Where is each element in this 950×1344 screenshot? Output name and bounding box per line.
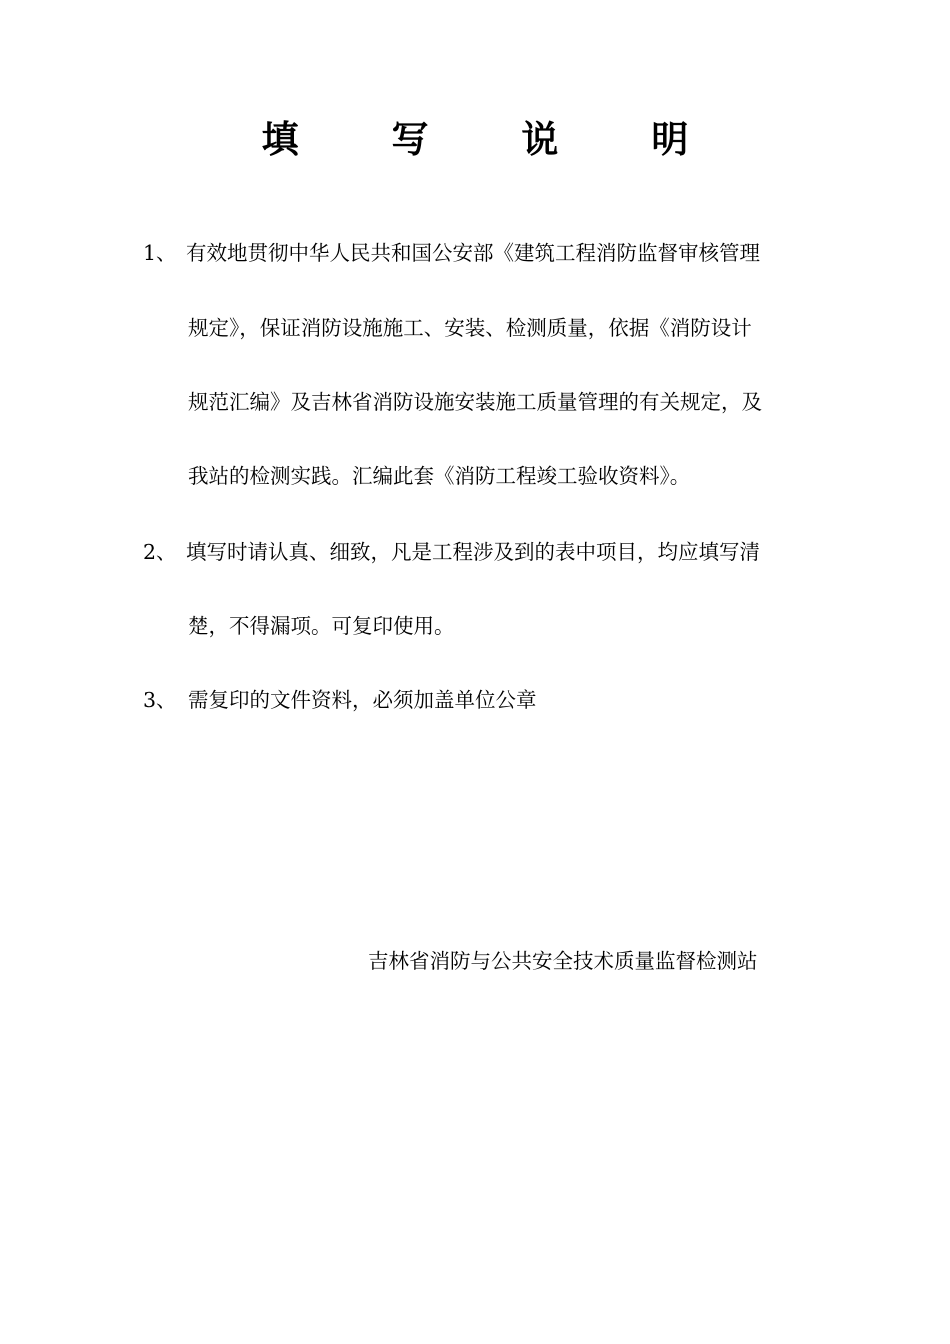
item-1-line-2: 规定》，保证消防设施施工、安装、检测质量，依据《消防设计	[188, 316, 752, 340]
item-1-number: 1、	[143, 241, 177, 265]
item-2-number: 2、	[143, 540, 177, 564]
item-1-line-1: 有效地贯彻中华人民共和国公安部《建筑工程消防监督审核管理	[186, 241, 760, 265]
item-3-number: 3、	[143, 688, 177, 712]
issuer-signature: 吉林省消防与公共安全技术质量监督检测站	[368, 949, 758, 973]
item-1-line-3: 规范汇编》及吉林省消防设施安装施工质量管理的有关规定，及	[188, 390, 762, 414]
item-3-line-1: 需复印的文件资料，必须加盖单位公章	[188, 688, 537, 712]
document-title: 填 写 说 明	[261, 118, 729, 161]
item-2-line-1: 填写时请认真、细致，凡是工程涉及到的表中项目，均应填写清	[186, 540, 760, 564]
item-1-line-4: 我站的检测实践。汇编此套《消防工程竣工验收资料》。	[188, 464, 691, 488]
item-2-line-2: 楚，不得漏项。可复印使用。	[188, 614, 455, 638]
